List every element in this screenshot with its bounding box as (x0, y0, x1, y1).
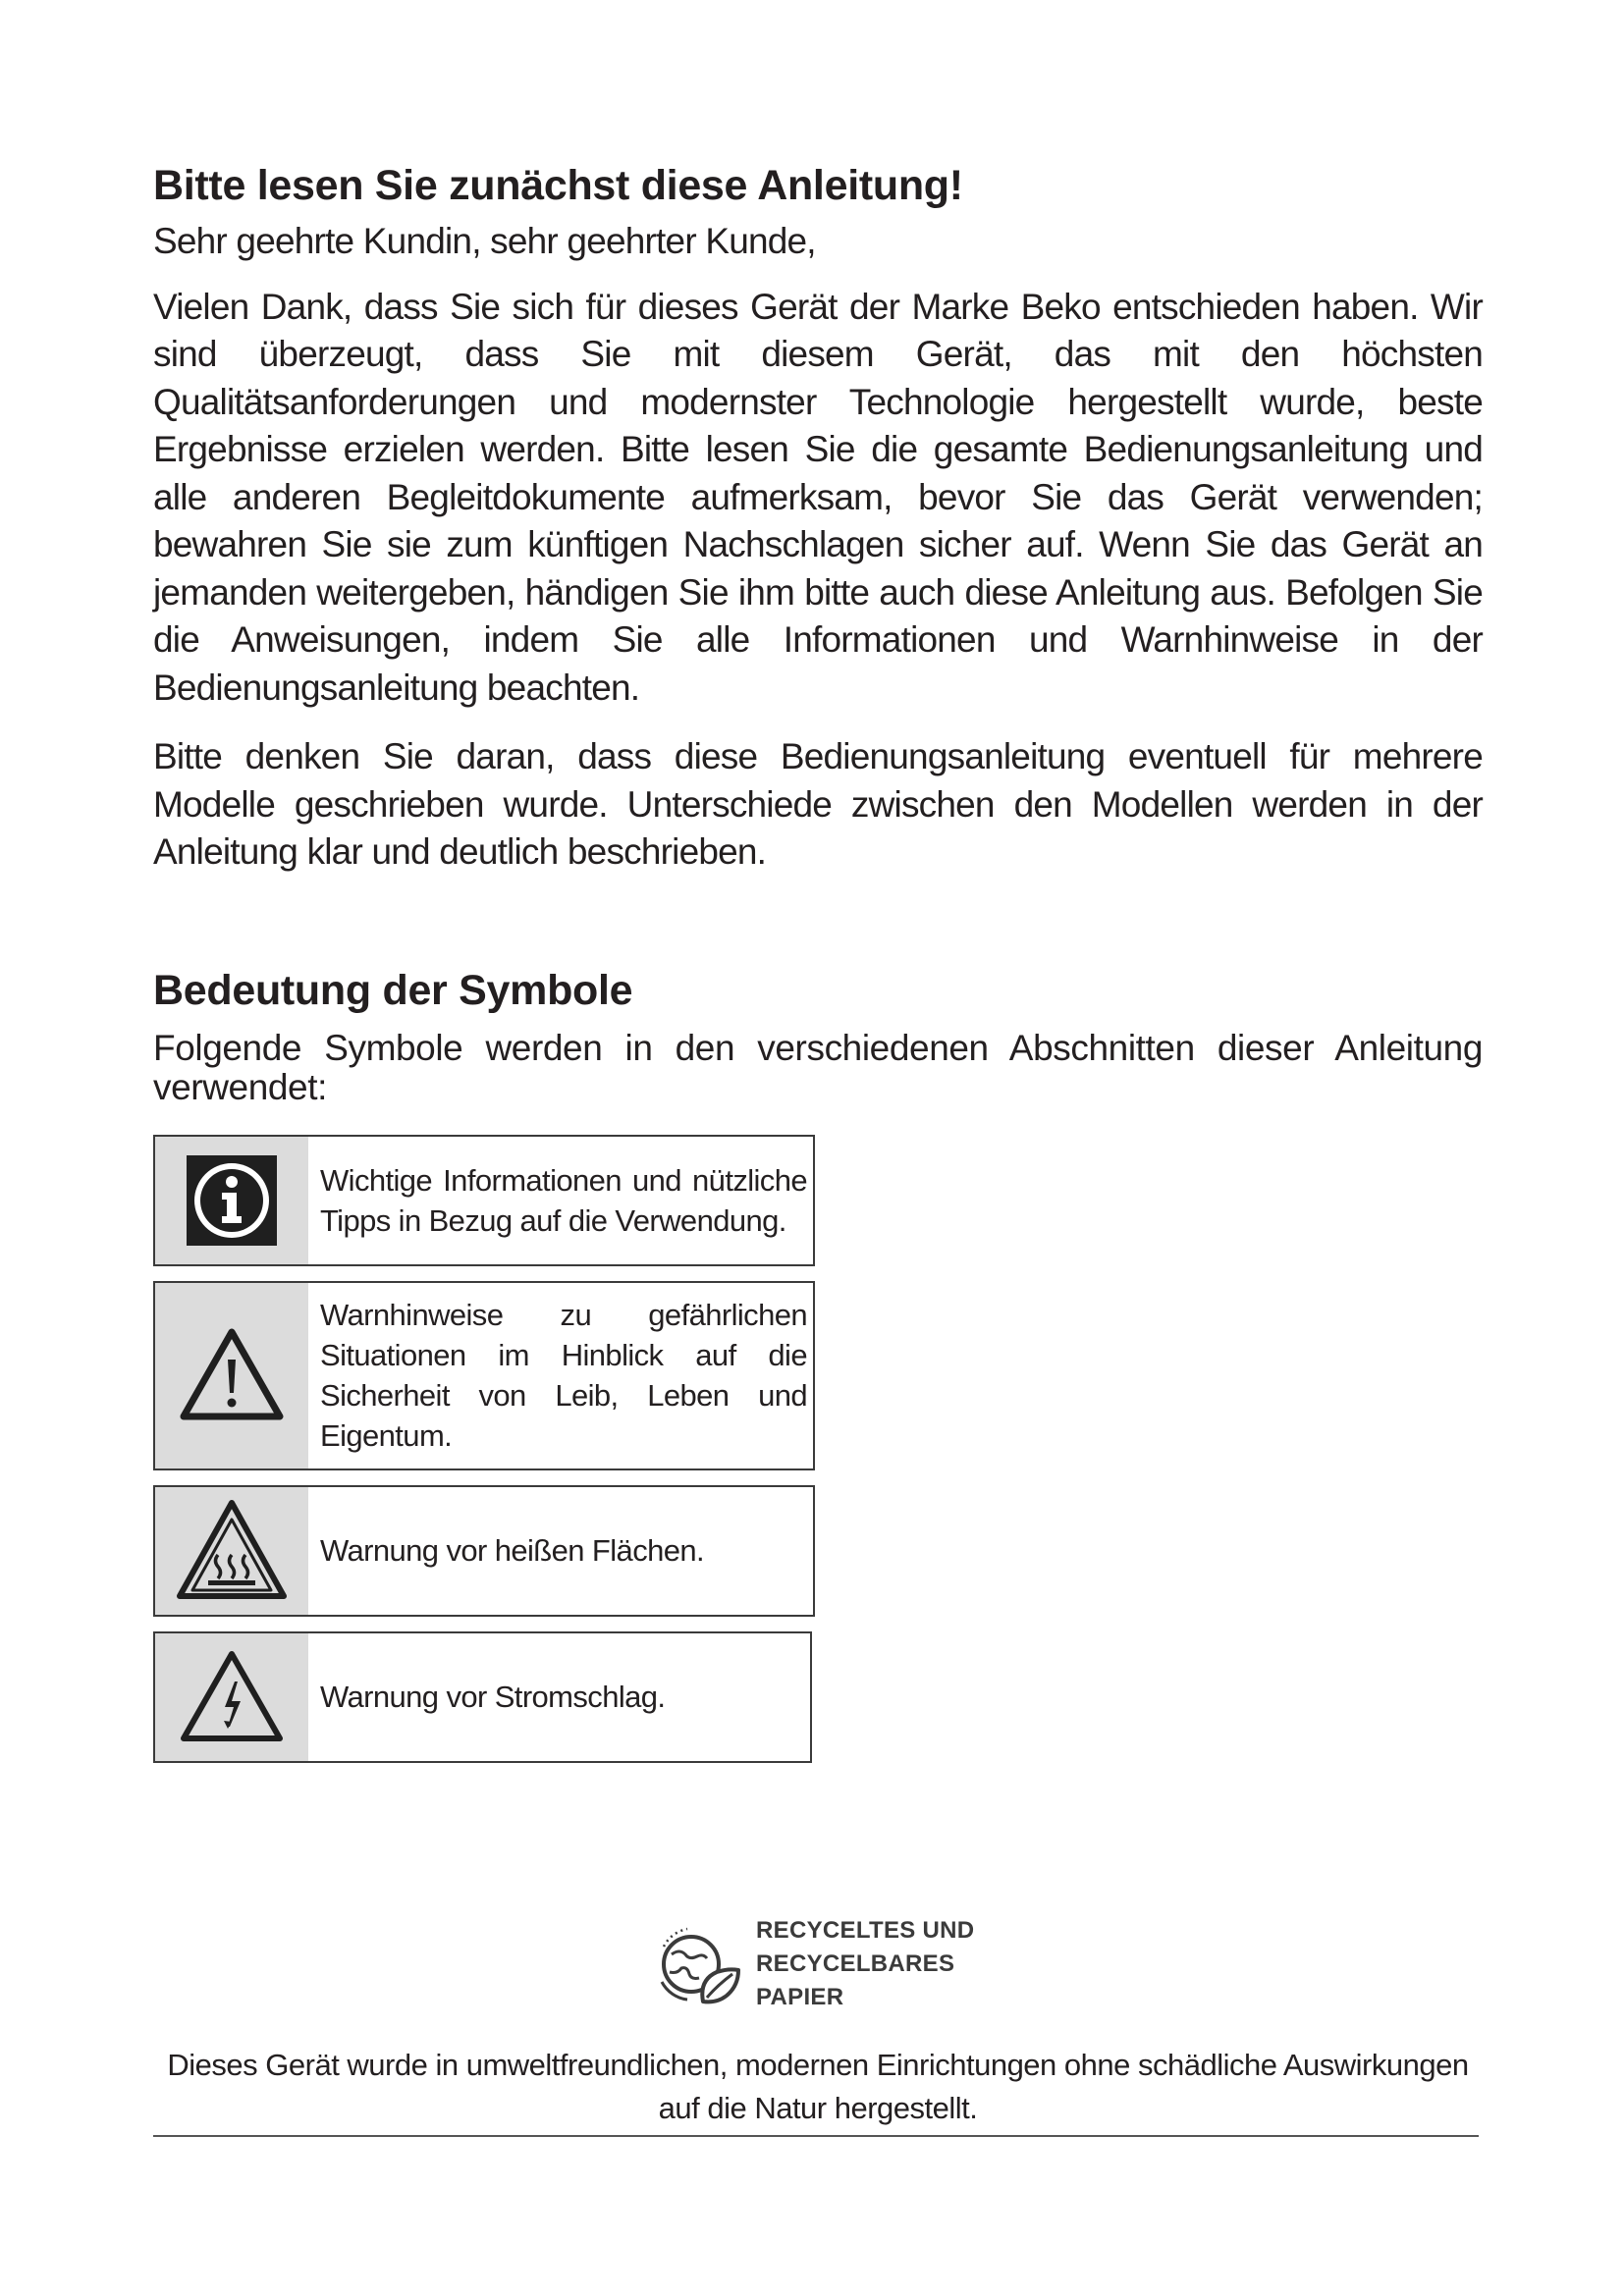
symbol-description: Wichtige Informationen und nützliche Tipps in Bezug auf die Verwendung. (320, 1162, 807, 1238)
electric-shock-icon (155, 1633, 308, 1761)
salutation: Sehr geehrte Kundin, sehr geehrter Kunde, (153, 221, 816, 262)
manual-page (153, 162, 1483, 1778)
symbol-row-warning (153, 1281, 815, 1470)
intro-paragraph-1: Vielen Dank, dass Sie sich für dieses Gerät der Marke Beko entschieden haben. Wir sind überzeugt, dass Sie mit diesem Gerät, das mit den höchsten Qualitätsanforderungen und modernster Technologie hergestellt wurde, beste Ergebnisse erzielen werden. Bitte lesen Sie die gesamte Bedienungsanleitung und alle anderen Begleitdokumente aufmerksam, bevor Sie das Gerät verwenden; bewahren Sie sie zum künftigen Nachschlagen sicher auf. Wenn Sie das Gerät an jemanden weitergeben, händigen Sie ihm bitte auch diese Anleitung aus. Befolgen Sie die Anweisungen, indem Sie alle Informationen und Warnhinweise in der Bedienungsanleitung beachten. (153, 286, 1483, 708)
intro-paragraph-2: Bitte denken Sie daran, dass diese Bedienungsanleitung eventuell für mehrere Modelle geschrieben wurde. Unterschiede zwischen den Modellen werden in der Anleitung klar und deutlich beschrieben. (153, 736, 1483, 873)
recycle-badge-line-1: RECYCELTES UND (756, 1917, 975, 1944)
recycle-badge-line-3: PAPIER (756, 1984, 844, 2010)
symbols-table (153, 1135, 815, 1763)
recycle-globe-leaf-icon (648, 1917, 742, 2011)
symbol-description: Warnung vor Stromschlag. (320, 1680, 666, 1715)
recycle-badge-line-2: RECYCELBARES (756, 1950, 955, 1977)
footer-divider (153, 2135, 1479, 2137)
symbols-intro: Folgende Symbole werden in den verschiedenen Abschnitten dieser Anleitung verwendet: (153, 1027, 1483, 1107)
symbols-heading: Bedeutung der Symbole (153, 966, 633, 1014)
info-icon (155, 1137, 308, 1264)
recycle-badge-text (756, 1914, 974, 2014)
hot-surface-icon (155, 1487, 308, 1615)
symbol-row-electric-shock (153, 1631, 812, 1763)
intro-heading: Bitte lesen Sie zunächst diese Anleitung! (153, 162, 963, 209)
symbol-description: Warnung vor heißen Flächen. (320, 1533, 705, 1569)
warning-icon (155, 1283, 308, 1468)
recycled-paper-badge (648, 1914, 974, 2014)
symbol-row-info (153, 1135, 815, 1266)
footer-note: Dieses Gerät wurde in umweltfreundlichen, modernen Einrichtungen ohne schädliche Auswirkungen auf die Natur hergestellt. (167, 2048, 1469, 2125)
symbol-description: Warnhinweise zu gefährlichen Situationen im Hinblick auf die Sicherheit von Leib, Leben und Eigentum. (320, 1298, 807, 1454)
symbol-row-hot-surface (153, 1485, 815, 1617)
